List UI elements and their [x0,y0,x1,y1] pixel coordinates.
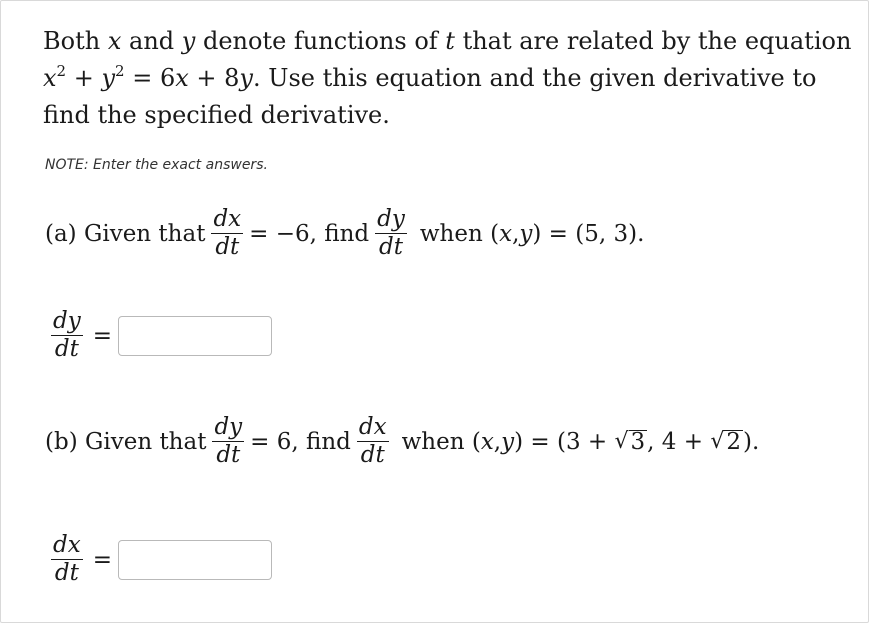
problem-text: . Use this equation and the given derivative to find the specified derivative. [43,64,817,129]
condition-text: when ( [401,428,481,455]
radicand: 2 [726,428,741,455]
fraction-numerator: dx [213,206,242,232]
equals-sign: = [92,546,112,573]
given-value: = 6, find [250,428,351,455]
exponent: 2 [115,62,125,80]
equation-op: = 6 [124,64,176,92]
fraction-numerator: dx [53,532,81,558]
condition-text: , 4 + [647,428,711,455]
part-b-statement [45,414,759,469]
answer-b-input[interactable] [118,540,272,580]
problem-statement [43,23,855,134]
fraction-numerator: dy [377,206,405,232]
condition-text: , [493,428,502,455]
condition-text: ) = (3 + [514,428,615,455]
var-x: x [499,220,513,247]
equation-x: x [43,64,57,92]
condition-value: ) = (5, 3). [532,220,645,247]
fraction-denominator: dt [215,234,240,260]
equation-x: x [175,64,189,92]
equals-sign: = [92,322,112,349]
sqrt-2 [710,430,743,454]
var-t: t [445,27,455,55]
fraction-denominator: dt [54,560,79,586]
note-text: NOTE: Enter the exact answers. [45,157,268,173]
condition-text: when ( [419,220,500,247]
var-x: x [107,27,122,55]
given-value: = −6, find [249,220,370,247]
var-x: x [480,428,494,455]
var-y: y [181,27,196,55]
fraction-denominator: dt [54,336,79,362]
equation-op: + [66,64,102,92]
given-derivative-fraction [212,414,244,469]
find-derivative-fraction [357,414,389,469]
radical-sign: √ [710,428,725,454]
equation-y: y [101,64,116,92]
answer-a-fraction [51,308,83,363]
part-a-statement [45,206,644,261]
var-y: y [519,220,533,247]
fraction-numerator: dy [214,414,243,440]
find-derivative-fraction [375,206,407,261]
fraction-numerator: dx [358,414,387,440]
given-derivative-fraction [211,206,243,261]
answer-b-fraction [51,532,83,587]
fraction-numerator: dy [53,308,81,334]
problem-text: Both [43,27,108,55]
part-b-answer-row [45,532,272,587]
part-a-label: (a) Given that [45,220,206,247]
radical-sign: √ [614,428,629,454]
equation-op: + 8 [188,64,240,92]
part-b-label: (b) Given that [45,428,207,455]
exponent: 2 [56,62,67,80]
problem-text: that are related by the equation [454,27,852,55]
condition-text: ). [742,428,760,455]
fraction-denominator: dt [216,442,241,468]
condition-text: , [512,220,520,247]
equation-y: y [239,64,253,92]
fraction-denominator: dt [360,442,385,468]
answer-a-input[interactable] [118,316,272,356]
sqrt-3 [614,430,647,454]
radicand: 3 [630,428,646,455]
problem-text: denote functions of [195,27,446,55]
part-a-answer-row [45,308,272,363]
problem-text: and [121,27,182,55]
fraction-denominator: dt [379,234,403,260]
var-y: y [501,428,515,455]
